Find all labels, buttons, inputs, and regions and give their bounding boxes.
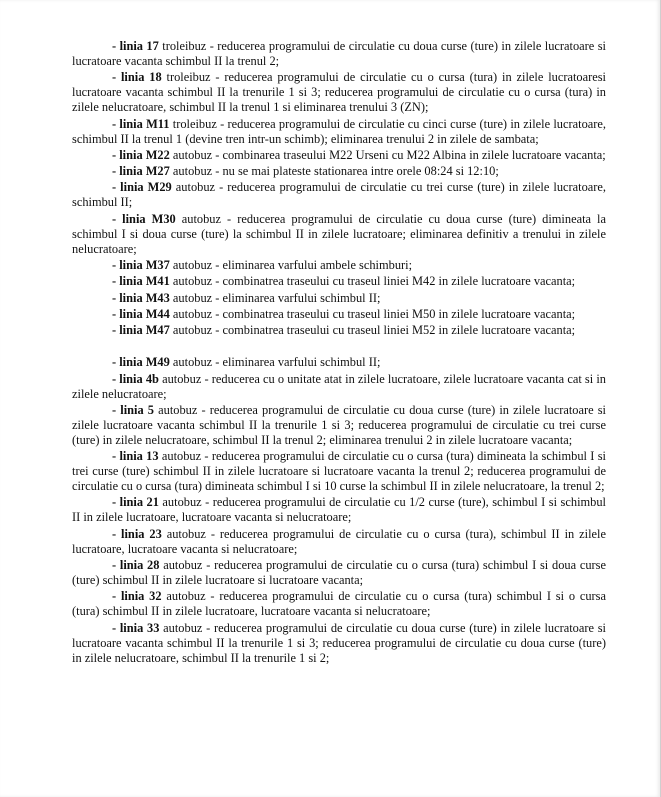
route-change-text: autobuz - eliminarea varfului schimbul II; (169, 355, 381, 370)
route-entry (72, 258, 606, 273)
route-change-text: autobuz - combinatrea traseului cu traseul liniei M42 in zilele lucratoare vacanta; (169, 274, 576, 289)
route-line-name: - linia 21 (112, 495, 159, 510)
route-entry (72, 291, 606, 306)
route-line-name: - linia M41 (112, 274, 170, 289)
route-entry (72, 323, 606, 338)
route-line-name: - linia M30 (112, 211, 176, 226)
route-change-text: autobuz - reducerea programului de circulatie cu o cursa (tura), schimbul II in zilele lucratoare, lucratoare vacanta si nelucratoare; (72, 526, 606, 556)
route-change-text: autobuz - reducerea programului de circulatie cu doua curse (ture) dimineata la schimbul I si doua curse (ture) la schimbul II in zilele lucratoare; eliminarea definitiv a trenului in zilele nelucratoare; (72, 211, 606, 256)
route-change-text: autobuz - reducerea programului de circulatie cu o cursa (tura) schimbul I si doua curse (ture) schimbul II in zilele lucratoare si lucratoare vacanta; (72, 558, 606, 588)
route-change-text: troleibuz - reducerea programului de circulatie cu cinci curse (ture) in zilele lucratoare, schimbul II la trenul 1 (devine tren intr-un schimb); eliminarea trenului 2 in zilele de sambata; (72, 116, 606, 146)
route-entry (72, 449, 606, 494)
route-entry (72, 212, 606, 257)
route-change-text: autobuz - combinatrea traseului cu traseul liniei M52 in zilele lucratoare vacanta; (169, 323, 576, 338)
route-line-name: - linia 28 (112, 558, 160, 573)
route-change-text: troleibuz - reducerea programului de circulatie cu o cursa (tura) in zilele lucratoaresi lucratoare vacanta schimbul II la trenurile 1 si 3; reducerea programului de circulatie cu o cursa (tura) in zilele nelucratoare, schimbul II la trenul 1 si eliminarea trenului 3 (ZN); (72, 70, 606, 115)
route-line-name: - linia M22 (112, 147, 170, 162)
route-entry (72, 558, 606, 588)
route-change-text: troleibuz - reducerea programului de circulatie cu doua curse (ture) in zilele lucratoare si lucratoare vacanta schimbul II la trenul 2; (72, 39, 606, 68)
route-line-name: - linia 13 (112, 449, 159, 464)
route-line-name: - linia M44 (112, 306, 170, 321)
route-line-name: - linia 17 (112, 39, 159, 53)
route-change-text: autobuz - reducerea cu o unitate atat in zilele lucratoare, zilele lucratoare vacanta cat si in zilele nelucratoare; (72, 371, 606, 401)
route-entry (72, 372, 606, 402)
route-entry (72, 274, 606, 289)
route-entry (72, 164, 606, 179)
route-line-name: - linia M47 (112, 323, 170, 338)
route-entry (72, 180, 606, 210)
route-entry (72, 403, 606, 448)
route-change-text: autobuz - reducerea programului de circulatie cu o cursa (tura) dimineata la schimbul I si trei curse (ture) schimbul II in zilele lucratoare si lucratoare vacanta la trenul 2; reducerea programului de circulatie cu o cursa (tura) dimineata schimbul I si 10 curse la schimbul II in zilele nelucratoare, la trenul 2; (72, 449, 606, 494)
route-change-text: autobuz - reducerea programului de circulatie cu trei curse (ture) in zilele lucratoare, schimbul II; (72, 180, 606, 210)
route-entry (72, 148, 606, 163)
route-entry (72, 589, 606, 619)
route-line-name: - linia M29 (112, 180, 172, 195)
route-entry (72, 495, 606, 525)
route-change-text: autobuz - reducerea programului de circulatie cu doua curse (ture) in zilele lucratoare si zilele lucratoare vacanta schimbul II la trenurile 1 si 3; reducerea programului de circulatie cu trei curse (ture) in zilele nelucratoare, schimbul II la trenul 2; eliminarea trenului 2 in zilele lucratoare vacanta; (72, 402, 606, 447)
route-change-text: autobuz - reducerea programului de circulatie cu doua curse (ture) in zilele lucratoare si lucratoare vacanta schimbul II la trenurile 1 si 3; reducerea programului de circulatie cu doua curse (ture) in zilele nelucratoare, schimbul II la trenurile 1 si 2; (72, 620, 606, 665)
route-change-text: autobuz - combinarea traseului M22 Urseni cu M22 Albina in zilele lucratoare vacanta; (169, 147, 606, 162)
route-entry (72, 527, 606, 557)
route-change-text: autobuz - nu se mai plateste stationarea intre orele 08:24 si 12:10; (169, 164, 499, 179)
route-entry (72, 355, 606, 370)
route-line-name: - linia 33 (112, 620, 160, 635)
route-entry (72, 39, 606, 69)
route-line-name: - linia M43 (112, 290, 170, 305)
route-line-name: - linia 18 (112, 70, 162, 85)
route-line-name: - linia 4b (112, 371, 159, 386)
route-entry (72, 70, 606, 115)
route-change-text: autobuz - reducerea programului de circulatie cu 1/2 curse (ture), schimbul I si schimbul II in zilele lucratoare, lucratoare vacanta si nelucratoare; (72, 495, 606, 525)
route-change-text: autobuz - eliminarea varfului ambele schimburi; (169, 258, 413, 273)
route-change-text: autobuz - reducerea programului de circulatie cu o cursa (tura) schimbul I si o cursa (tura) schimbul II in zilele lucratoare, lucratoare vacanta si nelucratoare; (72, 589, 606, 619)
document-body (72, 39, 606, 667)
route-entry (72, 621, 606, 666)
route-line-name: - linia M37 (112, 258, 170, 273)
route-change-text: autobuz - combinatrea traseului cu traseul liniei M50 in zilele lucratoare vacanta; (169, 306, 576, 321)
route-line-name: - linia 5 (112, 402, 154, 417)
route-line-name: - linia 23 (112, 526, 162, 541)
route-entry (72, 117, 606, 147)
route-entry (72, 307, 606, 322)
route-line-name: - linia M49 (112, 355, 170, 370)
route-line-name: - linia 32 (112, 589, 162, 604)
route-line-name: - linia M27 (112, 164, 170, 179)
route-change-text: autobuz - eliminarea varfului schimbul II; (169, 290, 381, 305)
route-line-name: - linia M11 (112, 116, 170, 131)
